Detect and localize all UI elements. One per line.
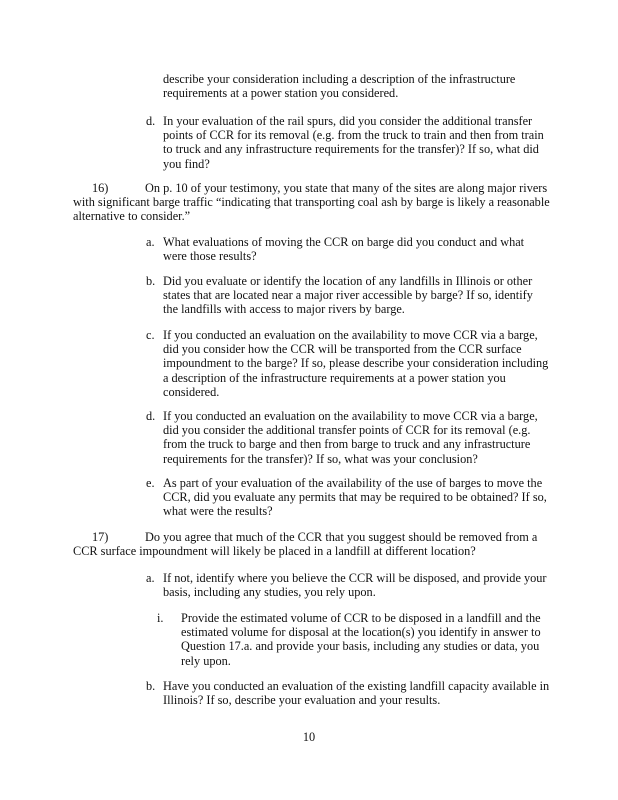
list-item-text: Did you evaluate or identify the location of any landfills in Illinois or other states that are located near a major river accessible by barge? If so, identify the landfills with access to major rivers by barge. <box>163 274 533 317</box>
list-item-text: What evaluations of moving the CCR on barge did you conduct and what were those results? <box>163 235 525 264</box>
list-item-text: If not, identify where you believe the CCR will be disposed, and provide your basis, including any studies, you rely upon. <box>163 571 547 600</box>
question-number: 16) <box>92 181 109 195</box>
list-item-text: As part of your evaluation of the availability of the use of barges to move the CCR, did you evaluate any permits that may be required to be obtained? If so, what were the results? <box>163 476 547 519</box>
list-marker: c. <box>146 328 155 342</box>
list-marker: d. <box>146 114 156 128</box>
list-marker: a. <box>146 571 155 585</box>
question-text: with significant barge traffic “indicating that transporting coal ash by barge is likely a reasonable alternative to consider.” <box>73 195 550 224</box>
sub-list-marker: i. <box>157 611 164 625</box>
list-marker: b. <box>146 274 156 288</box>
sub-list-item-text: Provide the estimated volume of CCR to be disposed in a landfill and the estimated volume for disposal at the location(s) you identify in answer to Question 17.a. and provide your basis, including any studies or data, you rely upon. <box>181 611 541 668</box>
list-marker: a. <box>146 235 155 249</box>
list-item-text: Have you conducted an evaluation of the existing landfill capacity available in Illinois? If so, describe your evaluation and your results. <box>163 679 550 708</box>
question-number: 17) <box>92 530 109 544</box>
question-text-line: On p. 10 of your testimony, you state that many of the sites are along major rivers <box>145 181 548 195</box>
question-text-line: CCR surface impoundment will likely be placed in a landfill at different location? <box>73 544 476 558</box>
list-marker: e. <box>146 476 155 490</box>
list-marker: b. <box>146 679 156 693</box>
page-number: 10 <box>302 730 316 744</box>
list-item-text: If you conducted an evaluation on the availability to move CCR via a barge, did you consider the additional transfer points of CCR for its removal (e.g. from the truck to barge and then from barge to truck and any infrastructure requirements for the transfer)? If so, what was your conclusion? <box>163 409 538 466</box>
list-item-text: If you conducted an evaluation on the availability to move CCR via a barge, did you consider how the CCR will be transported from the CCR surface impoundment to the barge? If so, please describe your consideration including a description of the infrastructure requirements at a power station you considered. <box>163 328 549 399</box>
list-marker: d. <box>146 409 156 423</box>
continuation-text: describe your consideration including a description of the infrastructure requirements at a power station you considered. <box>163 72 516 101</box>
list-item-text: In your evaluation of the rail spurs, did you consider the additional transfer points of CCR for its removal (e.g. from the truck to train and then from train to truck and any infrastructure requirements for the transfer)? If so, what did you find? <box>163 114 544 171</box>
question-text-line: Do you agree that much of the CCR that you suggest should be removed from a <box>145 530 538 544</box>
